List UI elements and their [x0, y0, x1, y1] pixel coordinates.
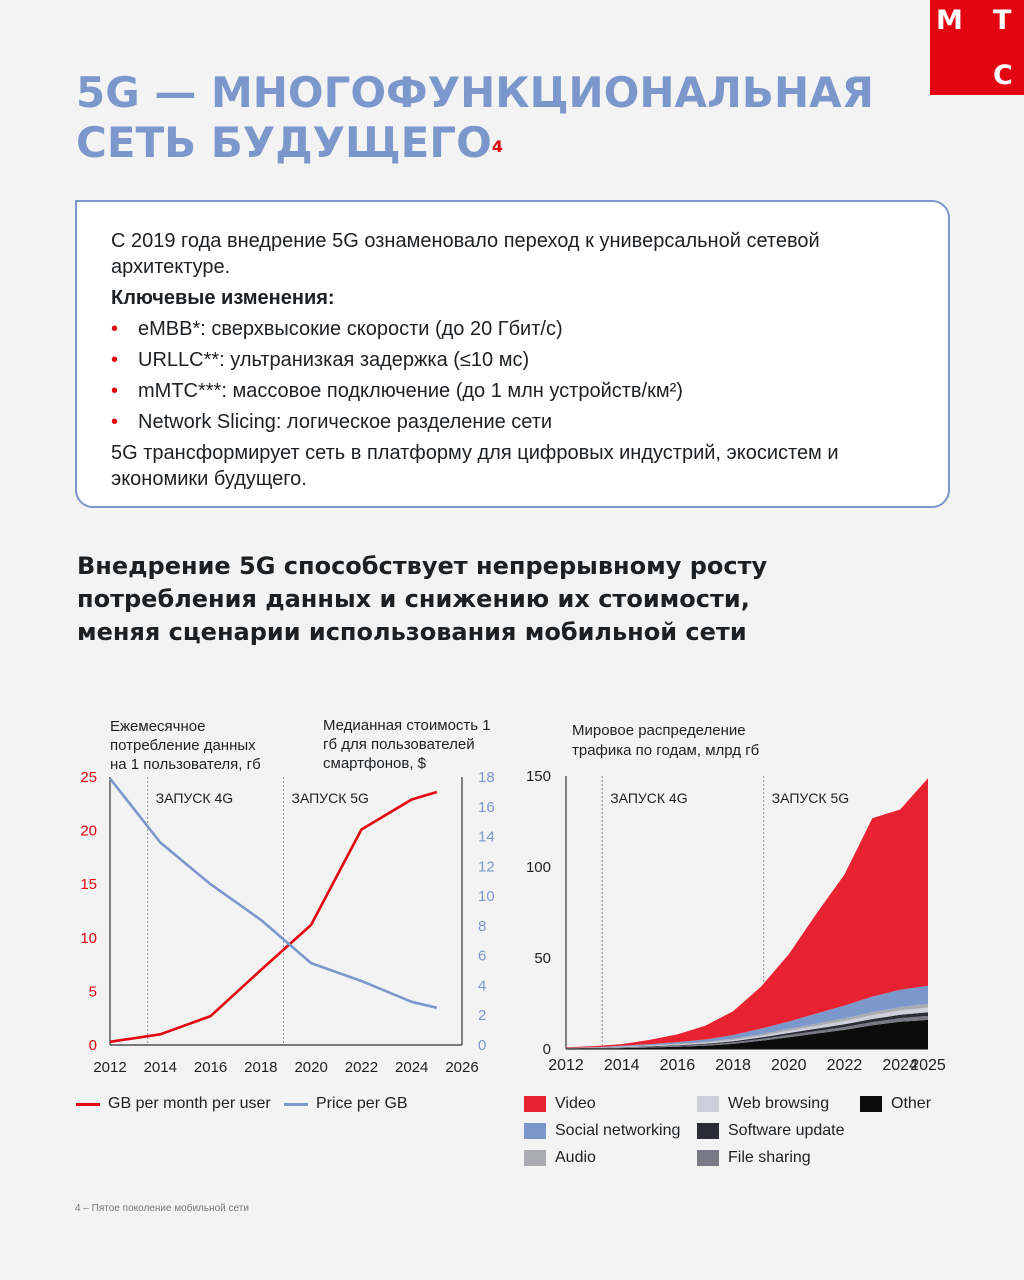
legend-label-other: Other — [891, 1095, 932, 1112]
legend-label-web-browsing: Web browsing — [728, 1095, 830, 1112]
x-tick-label: 2014 — [603, 1057, 640, 1074]
info-box — [75, 200, 950, 508]
x-tick-label: 2012 — [93, 1059, 127, 1076]
y-right-tick-label: 6 — [478, 947, 487, 965]
right-axis-title-line: Медианная стоимость 1 — [323, 717, 491, 734]
legend-line-gb — [76, 1103, 100, 1106]
y-right-tick-label: 14 — [478, 828, 495, 846]
consumption-price-chart — [70, 705, 515, 1090]
info-list-item: • Network Slicing: логическое разделение сети — [111, 409, 914, 435]
section-subheading: Внедрение 5G способствует непрерывному росту потребления данных и снижению их стоимости, меняя сценарии использования мобильной сети — [77, 552, 768, 646]
page-title — [76, 68, 874, 168]
y-left-tick-label: 25 — [80, 769, 97, 786]
event-label: ЗАПУСК 4G — [155, 790, 234, 806]
x-tick-label: 2012 — [548, 1057, 584, 1074]
x-tick-label: 2014 — [143, 1059, 177, 1076]
y-left-tick-label: 15 — [80, 876, 97, 894]
y-left-tick-label: 20 — [80, 822, 97, 840]
x-tick-label: 2026 — [445, 1059, 479, 1076]
x-tick-label: 2016 — [193, 1059, 228, 1076]
y-right-tick-label: 2 — [478, 1007, 487, 1025]
legend-item-gb — [76, 1095, 271, 1113]
footnote: 4 – Пятое поколение мобильной сети — [75, 1203, 249, 1214]
logo-letter-s: С — [993, 60, 1013, 91]
legend-item-price — [284, 1095, 408, 1113]
x-tick-label: 2018 — [244, 1059, 278, 1076]
x-tick-label: 2024 — [395, 1059, 429, 1076]
y-tick-label: 100 — [525, 859, 551, 876]
y-right-tick-label: 4 — [478, 977, 487, 995]
legend-label-software-update: Software update — [728, 1122, 845, 1139]
x-tick-label: 2022 — [344, 1059, 379, 1076]
info-list-item: • URLLC**: ультранизкая задержка (≤10 мс) — [111, 347, 914, 373]
event-label: ЗАПУСК 5G — [771, 790, 850, 806]
info-heading: Ключевые изменения: — [111, 287, 335, 309]
event-label: ЗАПУСК 4G — [610, 790, 688, 806]
info-intro: С 2019 года внедрение 5G ознаменовало переход к универсальной сетевой архитектуре. — [111, 230, 820, 278]
page-title-line1: 5G — МНОГОФУНКЦИОНАЛЬНАЯ — [76, 68, 874, 117]
x-tick-label: 2020 — [770, 1057, 807, 1074]
legend-item-web-browsing — [697, 1095, 829, 1113]
left-axis-title-line: на 1 пользователя, гб — [110, 756, 261, 773]
traffic-area-chart — [515, 705, 965, 1090]
legend-label-gb: GB per month per user — [108, 1095, 271, 1112]
legend-item-other — [860, 1095, 931, 1113]
info-conclusion: 5G трансформирует сеть в платформу для цифровых индустрий, экосистем и экономики будущего. — [111, 442, 839, 490]
traffic-chart-title-line: Мировое распределение — [572, 722, 746, 739]
logo-letter-t: Т — [993, 5, 1012, 36]
legend-item-audio — [524, 1149, 596, 1167]
logo-letter-m: М — [936, 5, 963, 36]
legend-swatch-social — [524, 1123, 546, 1139]
y-tick-label: 150 — [525, 768, 551, 785]
legend-item-social — [524, 1122, 680, 1140]
y-right-tick-label: 8 — [478, 917, 487, 935]
x-tick-label: 2018 — [715, 1057, 751, 1074]
right-axis-title-line: гб для пользователей — [323, 736, 475, 753]
legend-swatch-file-sharing — [697, 1150, 719, 1166]
right-axis-title-line: смартфонов, $ — [323, 755, 426, 772]
legend-swatch-other — [860, 1096, 882, 1112]
x-tick-label: 2022 — [826, 1057, 863, 1074]
x-tick-label: 2025 — [910, 1057, 946, 1074]
legend-swatch-web-browsing — [697, 1096, 719, 1112]
legend-label-file-sharing: File sharing — [728, 1149, 811, 1166]
left-axis-title-line: потребление данных — [110, 737, 256, 754]
y-tick-label: 50 — [534, 950, 551, 967]
x-tick-label: 2020 — [294, 1059, 328, 1076]
y-right-tick-label: 10 — [478, 888, 495, 906]
gb-per-month-line — [110, 792, 437, 1042]
legend-item-software-update — [697, 1122, 845, 1140]
event-label: ЗАПУСК 5G — [291, 790, 369, 806]
y-right-tick-label: 0 — [478, 1037, 487, 1054]
page-title-line2: СЕТЬ БУДУЩЕГО — [76, 118, 492, 167]
traffic-chart-title-line: трафика по годам, млрд гб — [572, 742, 760, 759]
y-left-tick-label: 10 — [80, 929, 97, 947]
info-list-item: • eMBB*: сверхвысокие скорости (до 20 Гбит/с) — [111, 316, 914, 342]
legend-line-price — [284, 1103, 308, 1106]
footnote-mark: 4 — [491, 137, 503, 156]
legend-swatch-video — [524, 1096, 546, 1112]
left-axis-title-line: Ежемесячное — [110, 718, 206, 735]
y-tick-label: 0 — [542, 1041, 551, 1058]
info-list-item: • mMTC***: массовое подключение (до 1 млн устройств/км²) — [111, 378, 914, 404]
y-right-tick-label: 12 — [478, 858, 495, 876]
y-right-tick-label: 18 — [478, 769, 495, 786]
y-left-tick-label: 5 — [88, 983, 97, 1001]
y-left-tick-label: 0 — [88, 1037, 97, 1054]
y-right-tick-label: 16 — [478, 798, 495, 816]
legend-label-social: Social networking — [555, 1122, 681, 1139]
legend-item-video — [524, 1095, 596, 1113]
legend-label-audio: Audio — [555, 1149, 596, 1166]
mts-logo — [930, 0, 1024, 95]
legend-item-file-sharing — [697, 1149, 811, 1167]
legend-swatch-audio — [524, 1150, 546, 1166]
legend-label-price: Price per GB — [316, 1095, 408, 1112]
x-tick-label: 2024 — [882, 1057, 918, 1074]
legend-label-video: Video — [555, 1095, 596, 1112]
legend-swatch-software-update — [697, 1123, 719, 1139]
x-tick-label: 2016 — [659, 1057, 696, 1074]
info-list — [111, 316, 914, 435]
